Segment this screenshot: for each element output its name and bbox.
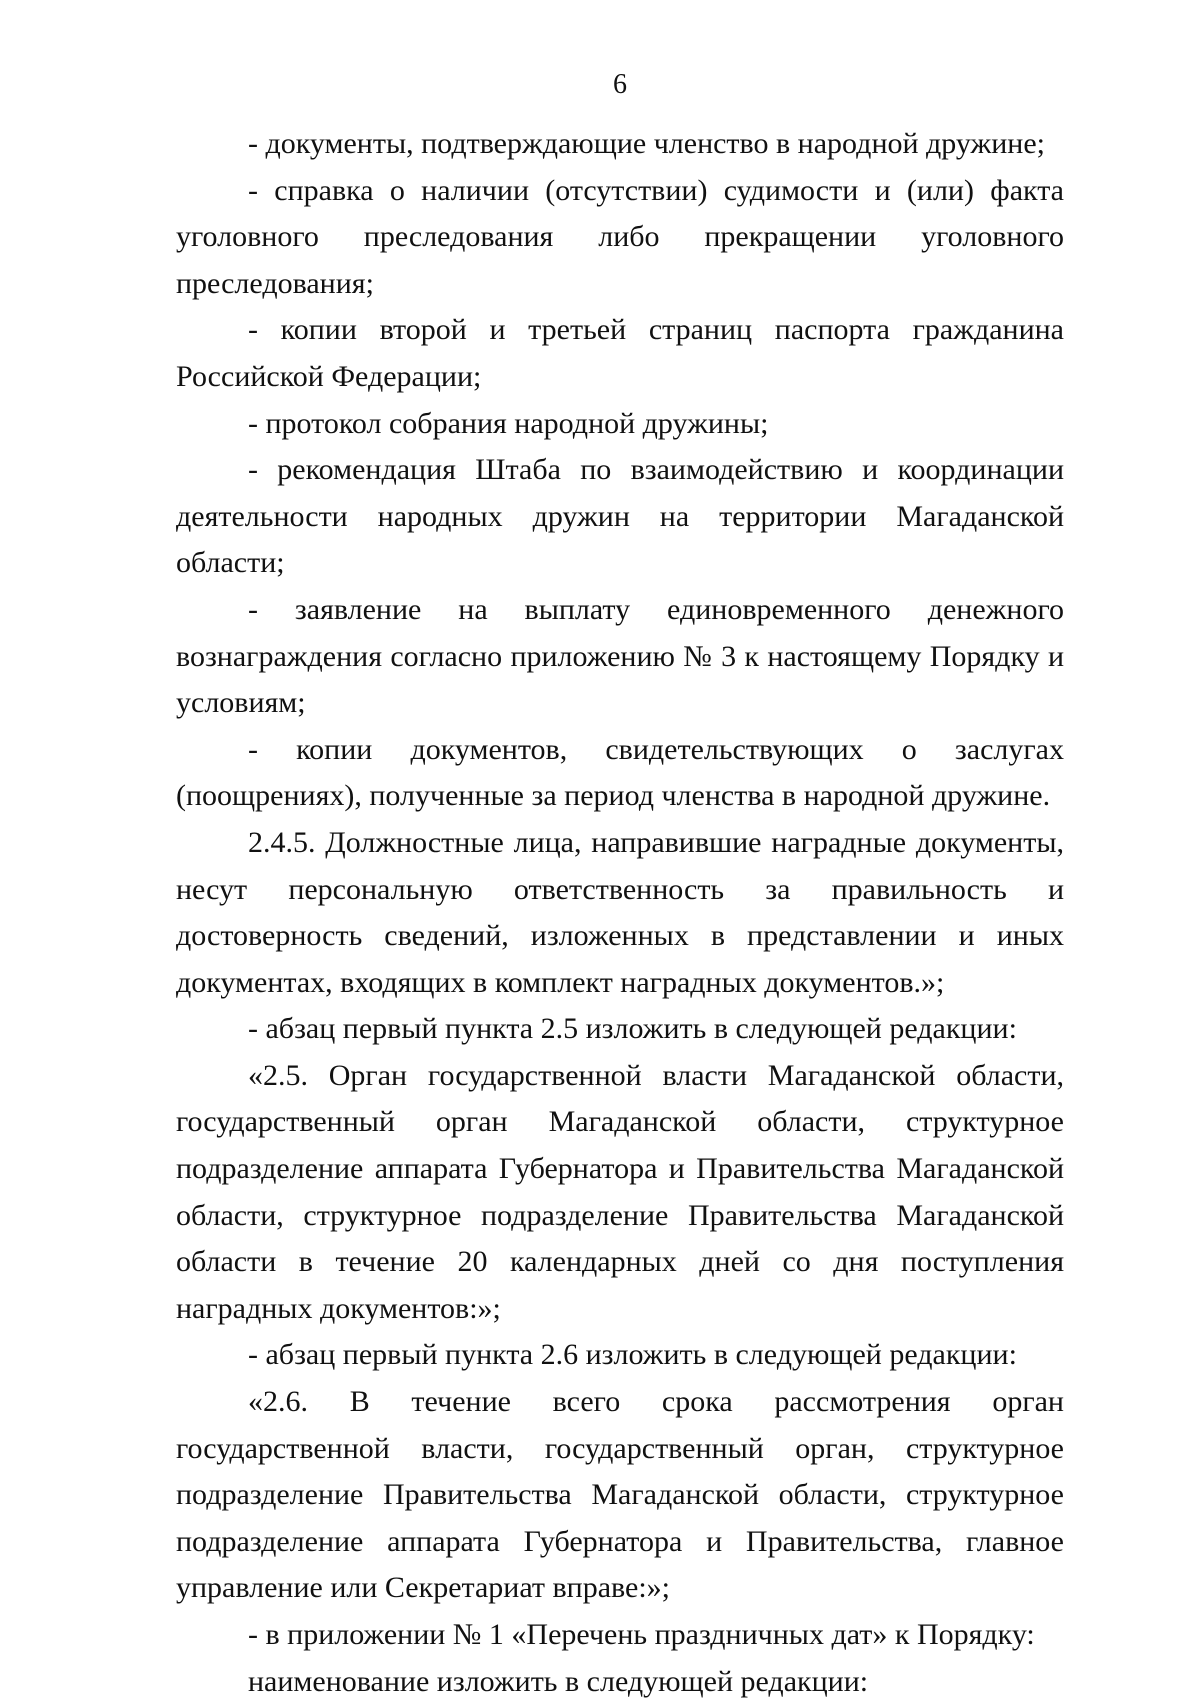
- paragraph-criminal-record-certificate: - справка о наличии (отсутствии) судимости и (или) факта уголовного преследования либо прекращении уголовного преследования;: [176, 173, 1064, 300]
- paragraph-membership-documents: - документы, подтверждающие членство в народной дружине;: [248, 127, 1046, 160]
- paragraph-meeting-protocol: - протокол собрания народной дружины;: [248, 406, 769, 440]
- paragraph-appendix-1: - в приложении № 1 «Перечень праздничных дат» к Порядку:: [248, 1618, 1035, 1651]
- document-body: [176, 121, 1064, 1705]
- paragraph-passport-copies: - копии второй и третьей страниц паспорта гражданина Российской Федерации;: [176, 313, 1064, 393]
- paragraph-2-6: «2.6. В течение всего срока рассмотрения орган государственной власти, государственный орган, структурное подразделение Правительства Магаданской области, структурное подразделение аппарата Губернатора и Правительства, главное управление или Секретариат вправе:»;: [176, 1385, 1064, 1605]
- paragraph-amend-2-5: - абзац первый пункта 2.5 изложить в следующей редакции:: [248, 1012, 1017, 1046]
- paragraph-title-amendment: наименование изложить в следующей редакции:: [248, 1664, 869, 1698]
- page-number: 6: [613, 69, 627, 100]
- paragraph-merit-documents: - копии документов, свидетельствующих о заслугах (поощрениях), полученные за период членства в народной дружине.: [176, 732, 1064, 813]
- paragraph-headquarters-recommendation: - рекомендация Штаба по взаимодействию и координации деятельности народных дружин на территории Магаданской области;: [176, 453, 1064, 580]
- paragraph-amend-2-6: - абзац первый пункта 2.6 изложить в следующей редакции:: [248, 1338, 1017, 1372]
- paragraph-2-5: «2.5. Орган государственной власти Магаданской области, государственный орган Магаданской области, структурное подразделение аппарата Губернатора и Правительства Магаданской области, структурное подразделение Правительства Магаданской области в течение 20 календарных дней со дня поступления наградных документов:»;: [176, 1058, 1064, 1325]
- paragraph-payment-application: - заявление на выплату единовременного денежного вознаграждения согласно приложению № 3 к настоящему Порядку и условиям;: [176, 592, 1064, 720]
- paragraph-2-4-5: 2.4.5. Должностные лица, направившие наградные документы, несут персональную ответственность за правильность и достоверность сведений, изложенных в представлении и иных документах, входящих в комплект наградных документов.»;: [176, 825, 1064, 999]
